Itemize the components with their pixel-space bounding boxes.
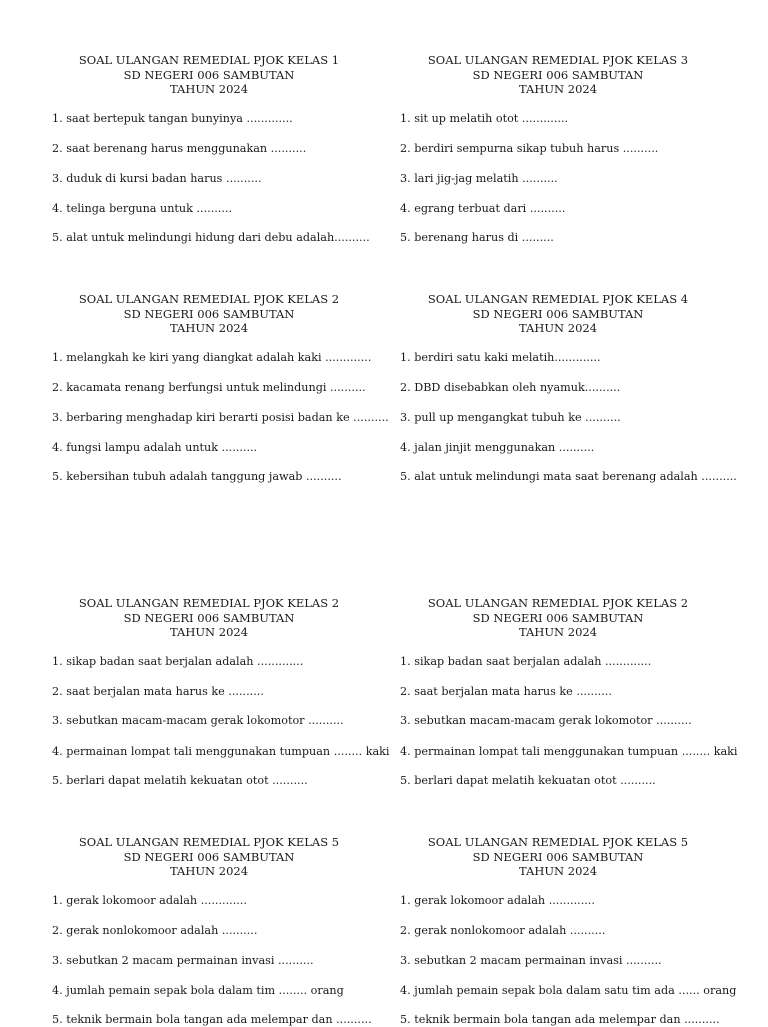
- block-1-question-4: 4. telinga berguna untuk ..........: [52, 202, 233, 215]
- block-8-title: SOAL ULANGAN REMEDIAL PJOK KELAS 5: [427, 835, 689, 849]
- block-7-header: [44, 835, 374, 879]
- block-3-question-1: 1. melangkah ke kiri yang diangkat adalah kaki .............: [52, 351, 372, 364]
- block-1-question-5: 5. alat untuk melindungi hidung dari debu adalah..........: [52, 231, 370, 244]
- block-6-title: SOAL ULANGAN REMEDIAL PJOK KELAS 2: [427, 596, 689, 610]
- block-2-question-2: 2. berdiri sempurna sikap tubuh harus ..........: [400, 142, 659, 155]
- block-5-title: SOAL ULANGAN REMEDIAL PJOK KELAS 2: [78, 596, 340, 610]
- block-6-question-1: 1. sikap badan saat berjalan adalah .............: [400, 655, 652, 668]
- block-6-header: [393, 596, 723, 640]
- block-6-question-5: 5. berlari dapat melatih kekuatan otot ..........: [400, 774, 656, 787]
- block-3-question-5: 5. kebersihan tubuh adalah tanggung jawab ..........: [52, 470, 342, 483]
- block-8-question-5: 5. teknik bermain bola tangan ada melempar dan ..........: [400, 1013, 720, 1026]
- block-7-school: SD NEGERI 006 SAMBUTAN: [123, 849, 295, 864]
- block-7-question-1: 1. gerak lokomoor adalah .............: [52, 894, 247, 907]
- block-6-school: SD NEGERI 006 SAMBUTAN: [472, 610, 644, 625]
- block-5-question-2: 2. saat berjalan mata harus ke ..........: [52, 685, 264, 698]
- block-8-question-3: 3. sebutkan 2 macam permainan invasi ..........: [400, 954, 662, 967]
- block-4-school: SD NEGERI 006 SAMBUTAN: [472, 306, 644, 321]
- block-3-question-4: 4. fungsi lampu adalah untuk ..........: [52, 441, 258, 454]
- block-1-year: TAHUN 2024: [169, 82, 249, 97]
- block-4-title: SOAL ULANGAN REMEDIAL PJOK KELAS 4: [427, 292, 689, 306]
- block-5-year: TAHUN 2024: [169, 625, 249, 640]
- block-7-year: TAHUN 2024: [169, 864, 249, 879]
- block-2-header: [393, 53, 723, 97]
- block-1-question-2: 2. saat berenang harus menggunakan ..........: [52, 142, 307, 155]
- block-3-school: SD NEGERI 006 SAMBUTAN: [123, 306, 295, 321]
- block-2-question-5: 5. berenang harus di .........: [400, 231, 554, 244]
- block-8-school: SD NEGERI 006 SAMBUTAN: [472, 849, 644, 864]
- block-7-question-2: 2. gerak nonlokomoor adalah ..........: [52, 924, 258, 937]
- block-4-question-3: 3. pull up mengangkat tubuh ke ..........: [400, 411, 621, 424]
- block-4-header: [393, 292, 723, 336]
- block-2-title: SOAL ULANGAN REMEDIAL PJOK KELAS 3: [427, 53, 689, 67]
- block-4-question-1: 1. berdiri satu kaki melatih.............: [400, 351, 601, 364]
- block-4-question-2: 2. DBD disebabkan oleh nyamuk..........: [400, 381, 621, 394]
- block-5-school: SD NEGERI 006 SAMBUTAN: [123, 610, 295, 625]
- block-5-question-5: 5. berlari dapat melatih kekuatan otot ..........: [52, 774, 308, 787]
- block-5-question-3: 3. sebutkan macam-macam gerak lokomotor ..........: [52, 714, 344, 727]
- block-1-header: [44, 53, 374, 97]
- block-5-question-4: 4. permainan lompat tali menggunakan tumpuan ........ kaki: [52, 745, 390, 758]
- block-3-year: TAHUN 2024: [169, 321, 249, 336]
- block-7-title: SOAL ULANGAN REMEDIAL PJOK KELAS 5: [78, 835, 340, 849]
- block-2-question-3: 3. lari jig-jag melatih ..........: [400, 172, 558, 185]
- block-7-question-5: 5. teknik bermain bola tangan ada melempar dan ..........: [52, 1013, 372, 1026]
- block-7-question-4: 4. jumlah pemain sepak bola dalam tim ........ orang: [52, 984, 344, 997]
- block-1-question-3: 3. duduk di kursi badan harus ..........: [52, 172, 262, 185]
- block-8-question-2: 2. gerak nonlokomoor adalah ..........: [400, 924, 606, 937]
- block-2-question-4: 4. egrang terbuat dari ..........: [400, 202, 566, 215]
- block-4-year: TAHUN 2024: [518, 321, 598, 336]
- block-1-question-1: 1. saat bertepuk tangan bunyinya .............: [52, 112, 293, 125]
- block-1-title: SOAL ULANGAN REMEDIAL PJOK KELAS 1: [78, 53, 340, 67]
- block-8-question-4: 4. jumlah pemain sepak bola dalam satu tim ada ...... orang: [400, 984, 737, 997]
- block-6-question-4: 4. permainan lompat tali menggunakan tumpuan ........ kaki: [400, 745, 738, 758]
- block-3-question-3: 3. berbaring menghadap kiri berarti posisi badan ke ..........: [52, 411, 389, 424]
- block-4-question-4: 4. jalan jinjit menggunakan ..........: [400, 441, 595, 454]
- block-3-title: SOAL ULANGAN REMEDIAL PJOK KELAS 2: [78, 292, 340, 306]
- block-7-question-3: 3. sebutkan 2 macam permainan invasi ..........: [52, 954, 314, 967]
- block-6-year: TAHUN 2024: [518, 625, 598, 640]
- block-2-year: TAHUN 2024: [518, 82, 598, 97]
- block-8-question-1: 1. gerak lokomoor adalah .............: [400, 894, 595, 907]
- block-5-question-1: 1. sikap badan saat berjalan adalah .............: [52, 655, 304, 668]
- block-8-year: TAHUN 2024: [518, 864, 598, 879]
- block-1-school: SD NEGERI 006 SAMBUTAN: [123, 67, 295, 82]
- block-2-question-1: 1. sit up melatih otot .............: [400, 112, 569, 125]
- block-2-school: SD NEGERI 006 SAMBUTAN: [472, 67, 644, 82]
- block-3-header: [44, 292, 374, 336]
- block-6-question-2: 2. saat berjalan mata harus ke ..........: [400, 685, 612, 698]
- block-8-header: [393, 835, 723, 879]
- block-3-question-2: 2. kacamata renang berfungsi untuk melindungi ..........: [52, 381, 366, 394]
- block-6-question-3: 3. sebutkan macam-macam gerak lokomotor ..........: [400, 714, 692, 727]
- block-4-question-5: 5. alat untuk melindungi mata saat berenang adalah ..........: [400, 470, 737, 483]
- block-5-header: [44, 596, 374, 640]
